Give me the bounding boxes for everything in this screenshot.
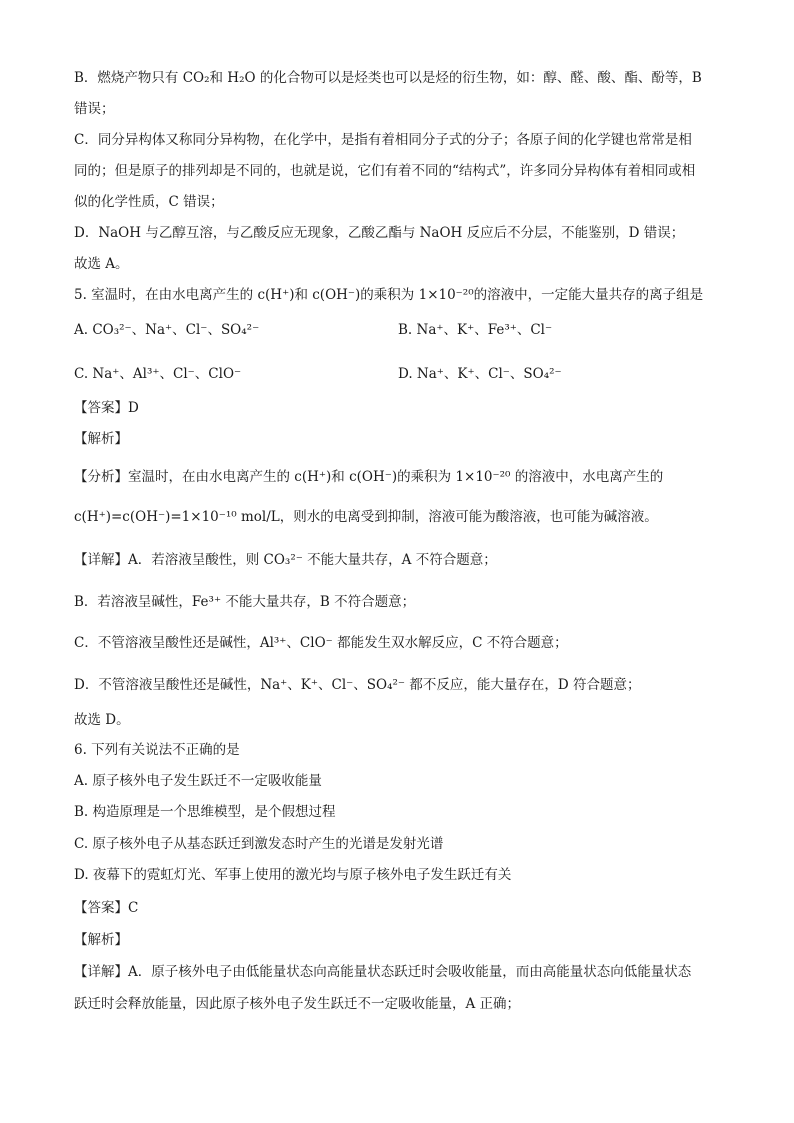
q4-option-d-explanation: D．NaOH 与乙醇互溶，与乙酸反应无现象，乙酸乙酯与 NaOH 反应后不分层，不能鉴别，D 错误； [74, 225, 685, 241]
q5-analysis-label: 【解析】 [74, 431, 128, 447]
q6-option-b: B. 构造原理是一个思维模型，是个假想过程 [74, 804, 336, 820]
q4-conclusion: 故选 A。 [74, 256, 129, 272]
q5-stem: 5. 室温时，在由水电离产生的 c(H⁺)和 c(OH⁻)的乘积为 1×10⁻²⁰的溶液中，一定能大量共存的离子组是 [74, 287, 704, 303]
q6-option-a: A. 原子核外电子发生跃迁不一定吸收能量 [74, 773, 322, 789]
q4-option-c-explanation-3: 似的化学性质，C 错误； [74, 194, 224, 210]
q6-detail-1: 【详解】A．原子核外电子由低能量状态向高能量状态跃迁时会吸收能量，而由高能量状态向低能量状态 [74, 964, 692, 980]
q6-analysis-label: 【解析】 [74, 932, 128, 948]
q5-fenxi-1: 【分析】室温时，在由水电离产生的 c(H⁺)和 c(OH⁻)的乘积为 1×10⁻²⁰ 的溶液中，水电离产生的 [74, 469, 664, 485]
q4-option-c-explanation-1: C．同分异构体又称同分异构物，在化学中，是指有着相同分子式的分子；各原子间的化学键也常常是相 [74, 132, 692, 148]
q5-detail-c: C．不管溶液呈酸性还是碱性，Al³⁺、ClO⁻ 都能发生双水解反应，C 不符合题意； [74, 635, 568, 651]
q5-detail-a: 【详解】A．若溶液呈酸性，则 CO₃²⁻ 不能大量共存，A 不符合题意； [74, 552, 497, 568]
q5-option-c: C. Na⁺、Al³⁺、Cl⁻、ClO⁻ [74, 366, 242, 382]
q6-option-d: D. 夜幕下的霓虹灯光、军事上使用的激光均与原子核外电子发生跃迁有关 [74, 867, 512, 883]
q6-detail-2: 跃迁时会释放能量，因此原子核外电子发生跃迁不一定吸收能量，A 正确； [74, 996, 521, 1012]
q5-option-a: A. CO₃²⁻、Na⁺、Cl⁻、SO₄²⁻ [74, 322, 260, 338]
q4-option-c-explanation-2: 同的；但是原子的排列却是不同的，也就是说，它们有着不同的“结构式”，许多同分异构体有着相同或相 [74, 163, 696, 179]
q4-option-b-explanation: B．燃烧产物只有 CO₂和 H₂O 的化合物可以是烃类也可以是烃的衍生物，如：醇、醛、酸、酯、酚等，B [74, 70, 702, 86]
q6-stem: 6. 下列有关说法不正确的是 [74, 742, 240, 758]
q5-option-b: B. Na⁺、K⁺、Fe³⁺、Cl⁻ [398, 322, 553, 338]
q5-answer: 【答案】D [74, 400, 139, 416]
q5-detail-d: D．不管溶液呈酸性还是碱性，Na⁺、K⁺、Cl⁻、SO₄²⁻ 都不反应，能大量存在，D 符合题意； [74, 677, 641, 693]
q4-option-b-explanation-cont: 错误； [74, 101, 115, 117]
q6-option-c: C. 原子核外电子从基态跃迁到激发态时产生的光谱是发射光谱 [74, 836, 444, 852]
q6-answer: 【答案】C [74, 900, 139, 916]
q5-detail-b: B．若溶液呈碱性，Fe³⁺ 不能大量共存，B 不符合题意； [74, 594, 416, 610]
q5-conclusion: 故选 D。 [74, 712, 130, 728]
q5-option-d: D. Na⁺、K⁺、Cl⁻、SO₄²⁻ [398, 366, 562, 382]
q5-fenxi-2: c(H⁺)=c(OH⁻)=1×10⁻¹⁰ mol/L，则水的电离受到抑制，溶液可能为酸溶液，也可能为碱溶液。 [74, 509, 658, 525]
